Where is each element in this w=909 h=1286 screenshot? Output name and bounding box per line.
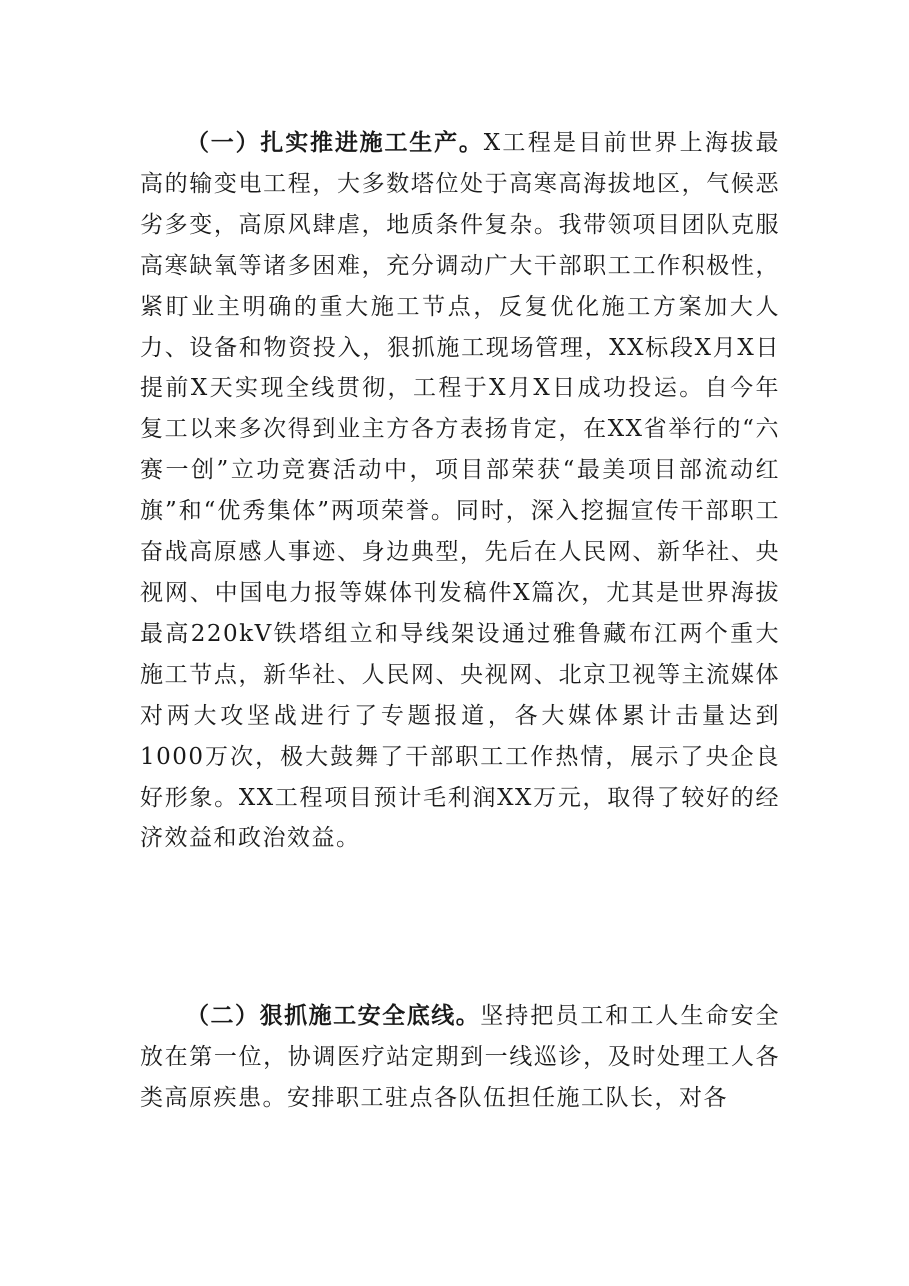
paragraph-body: 坚持把员工和工人生命安全放在第一位，协调医疗站定期到一线巡诊，及时处理工人各类高原疾患。安排职工驻点各队伍担任施工队长，对各 [140,1003,781,1111]
paragraph-heading: （一）扎实推进施工生产。 [186,129,484,156]
paragraph-body: X工程是目前世界上海拔最高的输变电工程，大多数塔位处于高寒高海拔地区，气候恶劣多变，高原风肆虐，地质条件复杂。我带领项目团队克服高寒缺氧等诸多困难，充分调动广大干部职工工作积极性，紧盯业主明确的重大施工节点，反复优化施工方案加大人力、设备和物资投入，狠抓施工现场管理，XX标段X月X日提前X天实现全线贯彻，工程于X月X日成功投运。自今年复工以来多次得到业主方各方表扬肯定，在XX省举行的“六赛一创”立功竞赛活动中，项目部荣获“最美项目部流动红旗”和“优秀集体”两项荣誉。同时，深入挖掘宣传干部职工奋战高原感人事迹、身边典型，先后在人民网、新华社、央视网、中国电力报等媒体刊发稿件X篇次，尤其是世界海拔最高220kV铁塔组立和导线架设通过雅鲁藏布江两个重大施工节点，新华社、人民网、央视网、北京卫视等主流媒体对两大攻坚战进行了专题报道，各大媒体累计击量达到1000万次，极大鼓舞了干部职工工作热情，展示了央企良好形象。XX工程项目预计毛利润XX万元，取得了较好的经济效益和政治效益。 [140,130,781,852]
paragraph-heading: （二）狠抓施工安全底线。 [186,1002,481,1029]
paragraph-construction-production [140,123,780,859]
paragraph-safety-bottom-line [140,996,780,1119]
